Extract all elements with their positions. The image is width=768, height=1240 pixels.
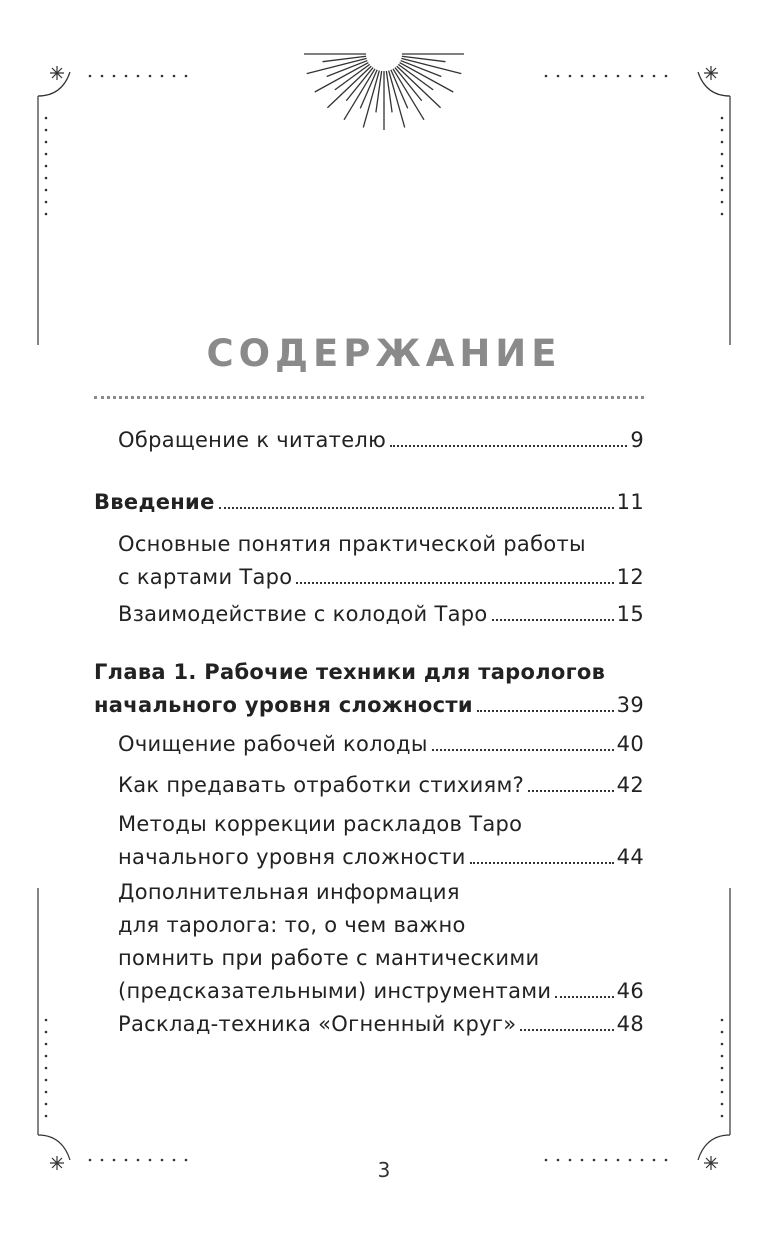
- toc-entry-title: Как предавать отработки стихиям?: [118, 773, 525, 797]
- toc-page-number: 40: [616, 732, 644, 756]
- toc-entry-title: начального уровня сложности: [94, 693, 473, 717]
- toc-entry-title: Введение: [94, 490, 215, 514]
- toc-entry-title: Дополнительная информация: [118, 880, 460, 904]
- toc-entry[interactable]: [118, 876, 644, 1008]
- toc-page-number: 42: [616, 773, 644, 797]
- toc-page-number: 39: [616, 693, 644, 717]
- toc-entry[interactable]: [118, 769, 644, 802]
- toc-entry-title: (предсказательными) инструментами: [118, 979, 552, 1003]
- toc-entry[interactable]: [118, 528, 644, 594]
- dot-leader: [477, 710, 614, 712]
- toc-entry[interactable]: [118, 1008, 644, 1041]
- toc-page-number: 48: [616, 1012, 644, 1036]
- title-divider: [94, 396, 644, 399]
- toc-entry[interactable]: [118, 598, 644, 631]
- toc-entry-title: Глава 1. Рабочие техники для тарологов: [94, 660, 606, 684]
- toc-page-number: 15: [616, 602, 644, 626]
- toc-entry-title: Обращение к читателю: [118, 428, 387, 452]
- toc-page-number: 9: [630, 428, 644, 452]
- dot-leader: [219, 507, 614, 509]
- toc-page-number: 11: [616, 490, 644, 514]
- toc-entry-title: Методы коррекции раскладов Таро: [118, 812, 523, 836]
- toc-entry-chapter[interactable]: [94, 656, 644, 722]
- dot-leader: [432, 749, 614, 751]
- dot-leader: [296, 582, 613, 584]
- toc-entry[interactable]: [118, 424, 644, 457]
- dotted-rail-top-left: [89, 75, 188, 78]
- toc-entry[interactable]: [118, 728, 644, 761]
- toc-entry-title: помнить при работе с мантическими: [118, 946, 540, 970]
- toc-page-number: 12: [616, 565, 644, 589]
- toc-entry-title: Расклад-техника «Огненный круг»: [118, 1012, 517, 1036]
- dot-leader: [492, 619, 614, 621]
- toc-entry-title: с картами Таро: [118, 565, 293, 589]
- toc-entry-chapter[interactable]: [94, 486, 644, 519]
- toc-entry-title: Взаимодействие с колодой Таро: [118, 602, 488, 626]
- dot-leader: [528, 790, 614, 792]
- toc-entry-title: для таролога: то, о чем важно: [118, 913, 466, 937]
- toc-entry[interactable]: [118, 808, 644, 874]
- dot-leader: [390, 445, 627, 447]
- sunburst-icon: [304, 54, 464, 130]
- toc-entry-title: начального уровня сложности: [118, 845, 466, 869]
- dot-leader: [520, 1029, 613, 1031]
- page-number: 3: [377, 1158, 391, 1182]
- toc-page-number: 44: [616, 845, 644, 869]
- toc-entry-title: Основные понятия практической работы: [118, 532, 586, 556]
- dot-leader: [555, 996, 613, 998]
- toc-entry-title: Очищение рабочей колоды: [118, 732, 428, 756]
- dot-leader: [470, 862, 614, 864]
- page-title: СОДЕРЖАНИЕ: [206, 332, 562, 375]
- toc-page-number: 46: [616, 979, 644, 1003]
